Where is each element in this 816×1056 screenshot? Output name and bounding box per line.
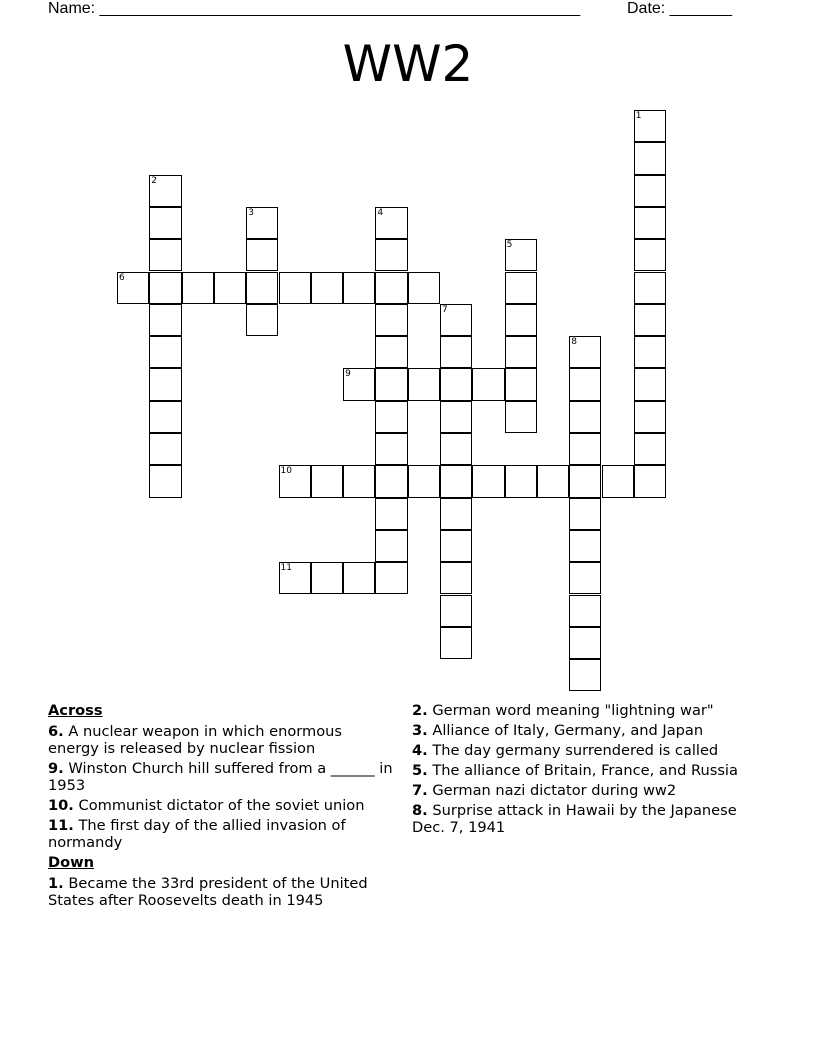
grid-cell[interactable] [634,401,666,433]
grid-cell[interactable] [569,433,601,465]
grid-cell[interactable] [246,207,278,239]
grid-cell[interactable] [343,272,375,304]
grid-cell[interactable] [634,175,666,207]
grid-cell[interactable] [569,465,601,497]
clue-number-label: 8 [571,337,577,348]
grid-cell[interactable] [375,304,407,336]
across-heading: Across [48,702,103,719]
grid-cell[interactable] [634,239,666,271]
grid-cell[interactable] [634,142,666,174]
clue-number-label: 11 [280,563,292,574]
clue-down-2: 2. German word meaning "lightning war" [412,702,714,719]
grid-cell[interactable] [149,239,181,271]
grid-cell[interactable] [440,368,472,400]
clue-down-1: 1. Became the 33rd president of the United States after Roosevelts death in 1945 [48,875,368,909]
grid-cell[interactable] [569,595,601,627]
grid-cell[interactable] [569,368,601,400]
grid-cell[interactable] [214,272,246,304]
clue-down-7: 7. German nazi dictator during ww2 [412,782,677,799]
clue-across-6: 6. A nuclear weapon in which enormous energy is released by nuclear fission [48,723,343,757]
grid-cell[interactable] [343,562,375,594]
page-title: WW2 [342,35,474,93]
date-field[interactable]: Date: _______ [627,0,732,17]
grid-cell[interactable] [440,498,472,530]
grid-cell[interactable] [408,368,440,400]
grid-cell[interactable] [375,465,407,497]
grid-cell[interactable] [311,562,343,594]
grid-cell[interactable] [279,465,311,497]
grid-cell[interactable] [246,239,278,271]
grid-cell[interactable] [569,336,601,368]
grid-cell[interactable] [149,336,181,368]
grid-cell[interactable] [634,336,666,368]
grid-cell[interactable] [149,433,181,465]
across-clue-list [48,723,393,851]
grid-cell[interactable] [440,627,472,659]
grid-cell[interactable] [149,272,181,304]
grid-cell[interactable] [375,239,407,271]
grid-cell[interactable] [569,659,601,691]
grid-cell[interactable] [408,272,440,304]
clue-down-5: 5. The alliance of Britain, France, and Russia [412,762,738,779]
clue-down-4: 4. The day germany surrendered is called [412,742,719,759]
clue-down-3: 3. Alliance of Italy, Germany, and Japan [412,722,704,739]
grid-cell[interactable] [375,336,407,368]
grid-cell[interactable] [505,304,537,336]
clue-number-label: 1 [635,111,642,121]
clue-across-11: 11. The first day of the allied invasion of normandy [48,817,346,851]
grid-cell[interactable] [343,465,375,497]
grid-cell[interactable] [149,401,181,433]
grid-cell[interactable] [569,562,601,594]
grid-cell[interactable] [440,433,472,465]
grid-cell[interactable] [246,304,278,336]
grid-cell[interactable] [375,562,407,594]
clue-number-label: 2 [151,175,158,186]
grid-cell[interactable] [505,336,537,368]
grid-cell[interactable] [505,239,537,271]
grid-cell[interactable] [149,304,181,336]
grid-cell[interactable] [569,498,601,530]
grid-cell[interactable] [149,368,181,400]
grid-cell[interactable] [375,401,407,433]
clue-number-label: 5 [506,240,513,251]
grid-cell[interactable] [343,368,375,400]
clue-number-label: 10 [280,466,292,477]
grid-cell[interactable] [472,465,504,497]
clue-across-10: 10. Communist dictator of the soviet union [48,797,365,814]
grid-cell[interactable] [375,272,407,304]
grid-cell[interactable] [149,207,181,239]
grid-cell[interactable] [246,272,278,304]
grid-cell[interactable] [440,530,472,562]
clues-left-column [48,702,393,912]
grid-cell[interactable] [311,272,343,304]
grid-cell[interactable] [440,336,472,368]
grid-cell[interactable] [569,530,601,562]
grid-cell[interactable] [375,498,407,530]
grid-cell[interactable] [634,207,666,239]
clue-across-9: 9. Winston Church hill suffered from a ______ in 1953 [48,760,393,794]
grid-cell[interactable] [634,433,666,465]
grid-cell[interactable] [440,304,472,336]
grid-cell[interactable] [375,433,407,465]
grid-cell[interactable] [117,272,149,304]
grid-cell[interactable] [440,465,472,497]
grid-cell[interactable] [279,272,311,304]
grid-cell[interactable] [440,595,472,627]
grid-cell[interactable] [602,465,634,497]
clue-down-8: 8. Surprise attack in Hawaii by the Japanese Dec. 7, 1941 [412,802,737,836]
grid-cell[interactable] [505,272,537,304]
grid-cell[interactable] [505,368,537,400]
grid-cell[interactable] [440,401,472,433]
name-field[interactable]: Name: ______________________________________________________ [48,0,581,17]
grid-cell[interactable] [505,401,537,433]
grid-cell[interactable] [634,368,666,400]
clue-number-label: 7 [442,304,448,315]
grid-cell[interactable] [472,368,504,400]
grid-cell[interactable] [634,304,666,336]
grid-cell[interactable] [569,401,601,433]
clue-number-label: 4 [377,207,384,218]
grid-cell[interactable] [634,465,666,497]
grid-cell[interactable] [311,465,343,497]
grid-cell[interactable] [505,465,537,497]
grid-cell[interactable] [408,465,440,497]
clue-number-label: 9 [345,369,351,380]
down-heading: Down [48,854,95,871]
grid-cell[interactable] [537,465,569,497]
grid-cell[interactable] [375,207,407,239]
grid-cell[interactable] [634,272,666,304]
clue-number-label: 3 [248,207,254,218]
grid-cell[interactable] [569,627,601,659]
clues-right-column [412,702,742,839]
grid-cell[interactable] [440,562,472,594]
grid-cell[interactable] [279,562,311,594]
grid-cell[interactable] [634,110,666,142]
grid-cell[interactable] [149,175,181,207]
clue-number-label: 6 [119,272,125,283]
grid-cell[interactable] [182,272,214,304]
grid-cell[interactable] [375,368,407,400]
grid-cell[interactable] [149,465,181,497]
grid-cell[interactable] [375,530,407,562]
